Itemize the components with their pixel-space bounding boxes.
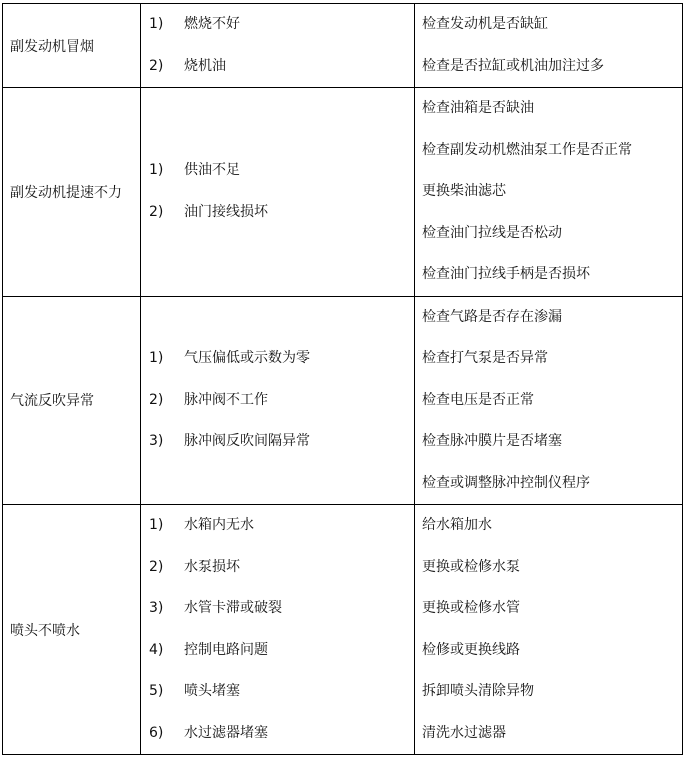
- cause-item: [141, 713, 414, 755]
- solution-item: 检查油箱是否缺油: [422, 100, 534, 116]
- cause-number: 2): [149, 57, 164, 74]
- cause-text: 烧机油: [184, 57, 226, 74]
- cause-number: 4): [149, 641, 164, 658]
- solution-item: 更换或检修水泵: [422, 558, 520, 575]
- cause-number: 5): [149, 683, 164, 699]
- table-row: [3, 88, 683, 297]
- cause-text: 油门接线损坏: [184, 203, 268, 220]
- cause-number: 2): [149, 203, 164, 220]
- table-row: [3, 505, 683, 755]
- solution-item: 检查气路是否存在渗漏: [422, 308, 562, 325]
- cause-cell: [141, 4, 415, 88]
- cause-text: 水管卡滞或破裂: [184, 600, 282, 616]
- solution-item: 检查是否拉缸或机油加注过多: [422, 57, 604, 74]
- cause-cell: [141, 296, 415, 505]
- cause-item: [141, 505, 414, 547]
- solution-item: 检修或更换线路: [422, 641, 520, 658]
- cause-item: [141, 338, 414, 380]
- cause-number: 1): [149, 16, 164, 32]
- cause-item: [141, 421, 414, 463]
- solution-item: 清洗水过滤器: [422, 724, 506, 741]
- cause-item: [141, 630, 414, 672]
- cause-item: [141, 671, 414, 713]
- fault-cell: 气流反吹异常: [3, 296, 141, 505]
- cause-item: [141, 4, 414, 46]
- cause-item: [141, 192, 414, 234]
- fault-cell: 副发动机提速不力: [3, 88, 141, 297]
- cause-text: 供油不足: [184, 162, 240, 179]
- cause-text: 脉冲阀不工作: [184, 391, 268, 408]
- cause-text: 水过滤器堵塞: [184, 724, 268, 741]
- solution-cell: [415, 296, 683, 505]
- solution-item: 检查打气泵是否异常: [422, 350, 548, 366]
- cause-item: [141, 588, 414, 630]
- solution-item: 检查油门拉线是否松动: [422, 224, 562, 241]
- fault-cell: 喷头不喷水: [3, 505, 141, 755]
- cause-text: 脉冲阀反吹间隔异常: [184, 433, 310, 449]
- solution-item: 检查发动机是否缺缸: [422, 16, 548, 32]
- cause-text: 喷头堵塞: [184, 683, 240, 699]
- solution-item: 给水箱加水: [422, 517, 492, 533]
- cause-number: 1): [149, 517, 164, 533]
- cause-text: 水泵损坏: [184, 558, 240, 575]
- cause-item: [141, 150, 414, 192]
- solution-item: 检查脉冲膜片是否堵塞: [422, 433, 562, 449]
- solution-cell: [415, 505, 683, 755]
- cause-text: 燃烧不好: [184, 16, 240, 32]
- cause-item: [141, 46, 414, 88]
- troubleshooting-table: [2, 3, 683, 755]
- cause-item: [141, 380, 414, 422]
- table-row: [3, 4, 683, 88]
- cause-number: 3): [149, 433, 164, 449]
- solution-item: 检查油门拉线手柄是否损坏: [422, 266, 590, 282]
- solution-item: 拆卸喷头清除异物: [422, 683, 534, 699]
- cause-number: 2): [149, 391, 164, 408]
- cause-number: 2): [149, 558, 164, 575]
- cause-number: 1): [149, 162, 164, 179]
- solution-item: 检查或调整脉冲控制仪程序: [422, 474, 590, 491]
- cause-cell: [141, 505, 415, 755]
- solution-item: 更换柴油滤芯: [422, 183, 506, 199]
- solution-item: 更换或检修水管: [422, 600, 520, 616]
- cause-text: 气压偏低或示数为零: [184, 350, 310, 366]
- solution-cell: [415, 4, 683, 88]
- cause-number: 1): [149, 350, 164, 366]
- cause-text: 控制电路问题: [184, 641, 268, 658]
- table-row: [3, 296, 683, 505]
- cause-text: 水箱内无水: [184, 517, 254, 533]
- cause-item: [141, 547, 414, 589]
- cause-number: 3): [149, 600, 164, 616]
- solution-item: 检查电压是否正常: [422, 391, 534, 408]
- fault-cell: 副发动机冒烟: [3, 4, 141, 88]
- cause-number: 6): [149, 724, 164, 741]
- solution-cell: [415, 88, 683, 297]
- cause-cell: [141, 88, 415, 297]
- solution-item: 检查副发动机燃油泵工作是否正常: [422, 141, 632, 158]
